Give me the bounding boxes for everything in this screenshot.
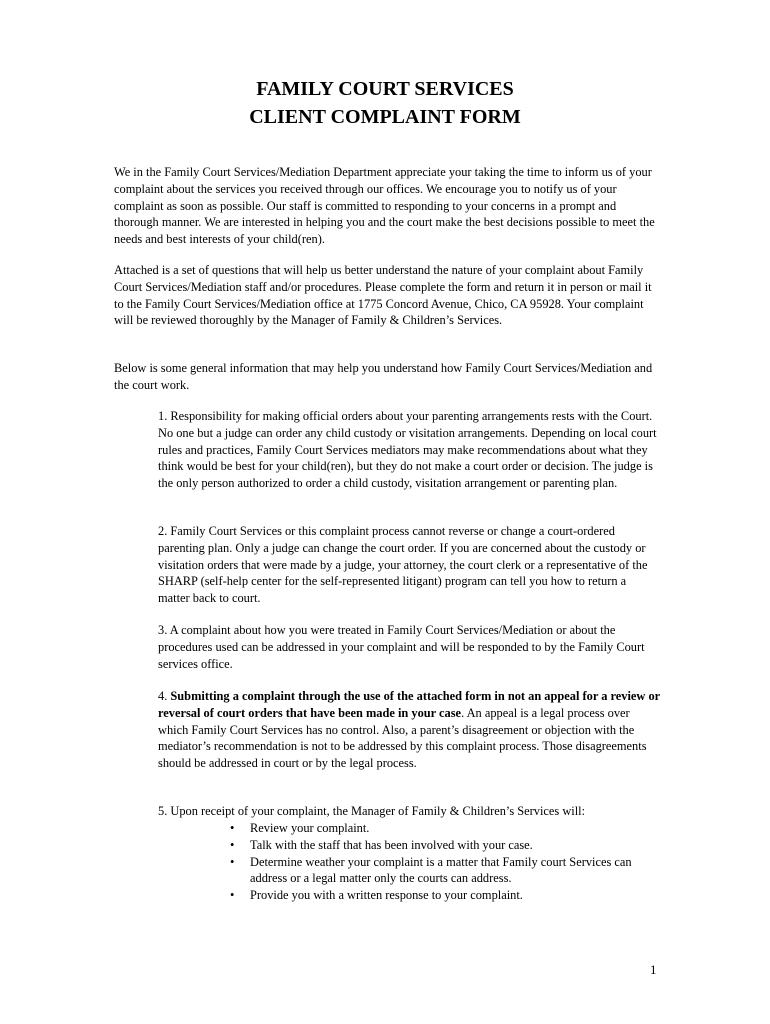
- bullet-item: • Review your complaint.: [230, 821, 370, 835]
- page-number: 1: [650, 962, 657, 977]
- intro-paragraph: We in the Family Court Services/Mediation Department appreciate your taking the time to inform us of your complaint about the services you received through our offices. We encourage you to notify us of your complaint as soon as possible. Our staff is committed to responding to your concerns in a prompt and thorough manner. We are interested in helping you and the court make the best decisions possible to meet the needs and best interests of your child(ren).: [114, 165, 655, 247]
- list-item-5: 5. Upon receipt of your complaint, the Manager of Family & Children’s Services will:: [158, 804, 586, 818]
- page-title-line-1: FAMILY COURT SERVICES: [256, 78, 514, 100]
- bullet-icon: •: [230, 854, 235, 869]
- bullet-list: [224, 820, 664, 904]
- bullet-item: • Provide you with a written response to your complaint.: [230, 888, 523, 903]
- bullet-icon: •: [230, 837, 235, 852]
- bullet-icon: •: [230, 888, 235, 903]
- item-4-text: . An appeal is a legal process over which Family Court Services has no control. Also, a parent’s disagreement or objection with the mediator’s recommendation is not to be addressed by this complaint process. Those disagreements should be addressed in court or by the legal process.: [158, 705, 647, 771]
- bullet-item: • Talk with the staff that has been involved with your case.: [230, 837, 533, 852]
- list-item-4: [158, 688, 660, 772]
- list-item-2: 2. Family Court Services or this complaint process cannot reverse or change a court-ordered parenting plan. Only a judge can change the court order. If you are concerned about the custody or visitation orders that were made by a judge, your attorney, the court clerk or a representative of the SHARP (self-help center for the self-represented litigant) program can tell you how to return a matter back to court.: [158, 524, 648, 606]
- bullet-icon: •: [230, 821, 235, 835]
- attached-paragraph: Attached is a set of questions that will help us better understand the nature of your complaint about Family Court Services/Mediation staff and/or procedures. Please complete the form and return it in person or mail it to the Family Court Services/Mediation office at 1775 Concord Avenue, Chico, CA 95928. Your complaint will be reviewed thoroughly by the Manager of Family & Children’s Services.: [114, 263, 652, 328]
- item-4-bold-text: Submitting a complaint through the use of the attached form in not an appeal for a review or reversal of court orders that have been made in your case: [158, 689, 660, 720]
- list-item-3: 3. A complaint about how you were treated in Family Court Services/Mediation or about the procedures used can be addressed in your complaint and will be responded to by the Family Court services office.: [158, 623, 645, 671]
- bullet-item: • Determine weather your complaint is a matter that Family court Services can address or a legal matter only the courts can address.: [230, 854, 632, 886]
- page-title-line-2: CLIENT COMPLAINT FORM: [249, 106, 521, 128]
- item-4-number: 4.: [158, 689, 171, 703]
- below-paragraph: Below is some general information that may help you understand how Family Court Services/Mediation and the court work.: [114, 361, 653, 392]
- list-item-1: 1. Responsibility for making official orders about your parenting arrangements rests with the Court. No one but a judge can order any child custody or visitation arrangements. Depending on local court rules and practices, Family Court Services mediators may make recommendations about what they think would be best for your child(ren), but they do not make a court order or decision. The judge is the only person authorized to order a child custody, visitation arrangement or parenting plan.: [158, 409, 657, 491]
